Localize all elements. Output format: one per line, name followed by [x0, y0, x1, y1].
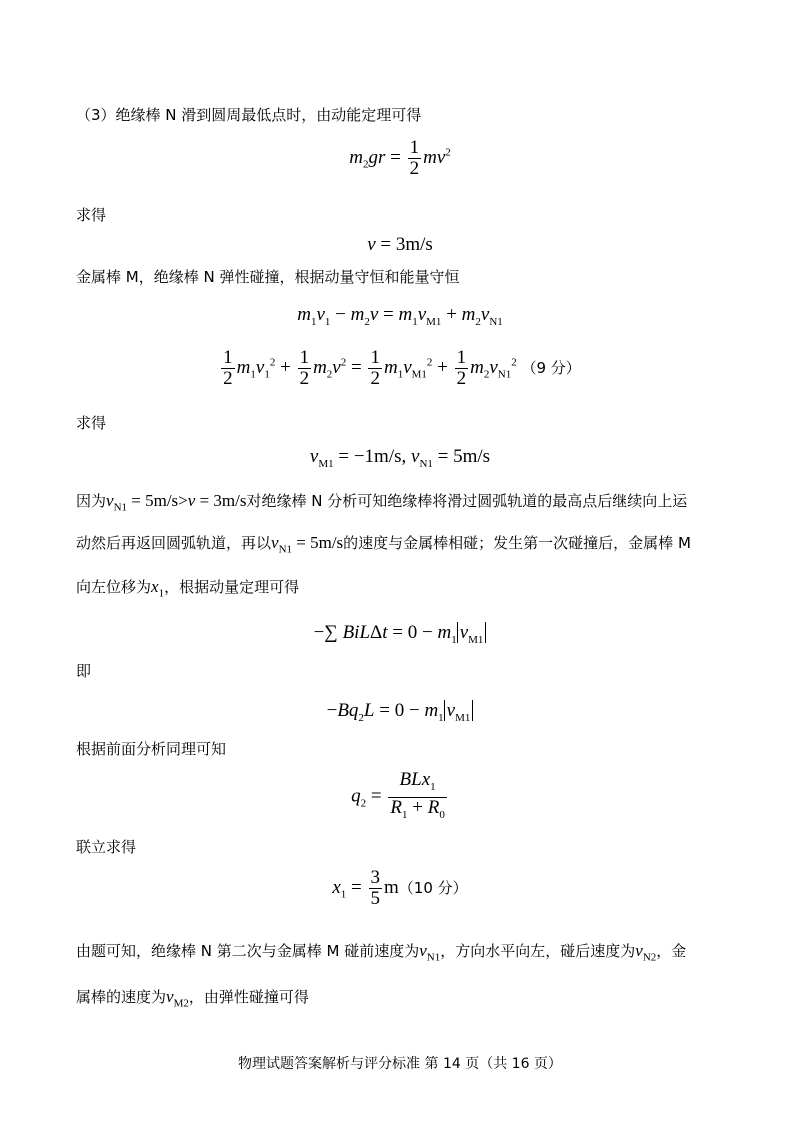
text-analysis-line2: 动然后再返回圆弧轨道，再以$v_{N1} = 5m/s$的速度与金属棒相碰；发生第一次碰撞后，金属棒 M	[76, 533, 691, 556]
equation-q2: $q_2$ = $\frac{BLx_1}{R_1 + R_0}$	[351, 769, 445, 821]
score-note-10: （10 分）	[398, 878, 468, 897]
equation-x1-result: $x_1$ = $\frac{3}{5}$ m（10 分）	[332, 867, 468, 909]
equation-energy-theorem: $m_2gr$ = $\frac{1}{2}$ $mv^2$	[349, 137, 451, 179]
equation-momentum: $m_1v_1 - m_2v = m_1v_{M1} + m_2v_{N1}$	[297, 304, 503, 328]
text-collision-intro: 金属棒 M，绝缘棒 N 弹性碰撞，根据动量守恒和能量守恒	[76, 268, 460, 286]
text-combine: 联立求得	[76, 838, 137, 856]
equation-v-result: v = 3m/s	[367, 234, 433, 255]
text-same-reasoning: 根据前面分析同理可知	[76, 740, 227, 758]
page-footer: 物理试题答案解析与评分标准 第 14 页（共 16 页）	[238, 1056, 562, 1072]
text-qiu-de-2: 求得	[76, 414, 107, 432]
equation-impulse: −∑ $BiL\Delta t = 0 - m_1$ $v_{M1}$	[0, 622, 800, 646]
text-second-collision-line2: 属棒的速度为$v_{M2}$，由弹性碰撞可得	[76, 987, 309, 1010]
text-qiu-de-1: 求得	[76, 206, 107, 224]
equation-charge-impulse: $-Bq_2L = 0 - m_1$ $v_{M1}$	[0, 700, 800, 724]
equation-velocities-after: $v_{M1} = -1m/s$, $v_{N1} = 5m/s$	[309, 446, 491, 470]
text-analysis-line1: 因为$v_{N1} = 5m/s>v = 3m/s$对绝缘棒 N 分析可知绝缘棒将滑过圆弧轨道的最高点后继续向上运	[76, 491, 688, 514]
score-note-9: （9 分）	[521, 358, 581, 377]
text-ji: 即	[76, 662, 92, 680]
text-intro-part3: （3）绝缘棒 N 滑到圆周最低点时，由动能定理可得	[76, 106, 422, 124]
text-analysis-line3: 向左位移为$x_1$，根据动量定理可得	[76, 577, 300, 600]
equation-energy-conservation: $\frac{1}{2}$ $m_1v_1^2$ + $\frac{1}{2}$ $m_2v^2$ = $\frac{1}{2}$ $m_1v_{M1}^2$ + $\frac{1}{2}$ $m_2v_{N1}^2$ （9 分）	[223, 347, 581, 389]
text-second-collision-line1: 由题可知，绝缘棒 N 第二次与金属棒 M 碰前速度为$v_{N1}$，方向水平向左，碰后速度为$v_{N2}$，金	[76, 941, 687, 964]
